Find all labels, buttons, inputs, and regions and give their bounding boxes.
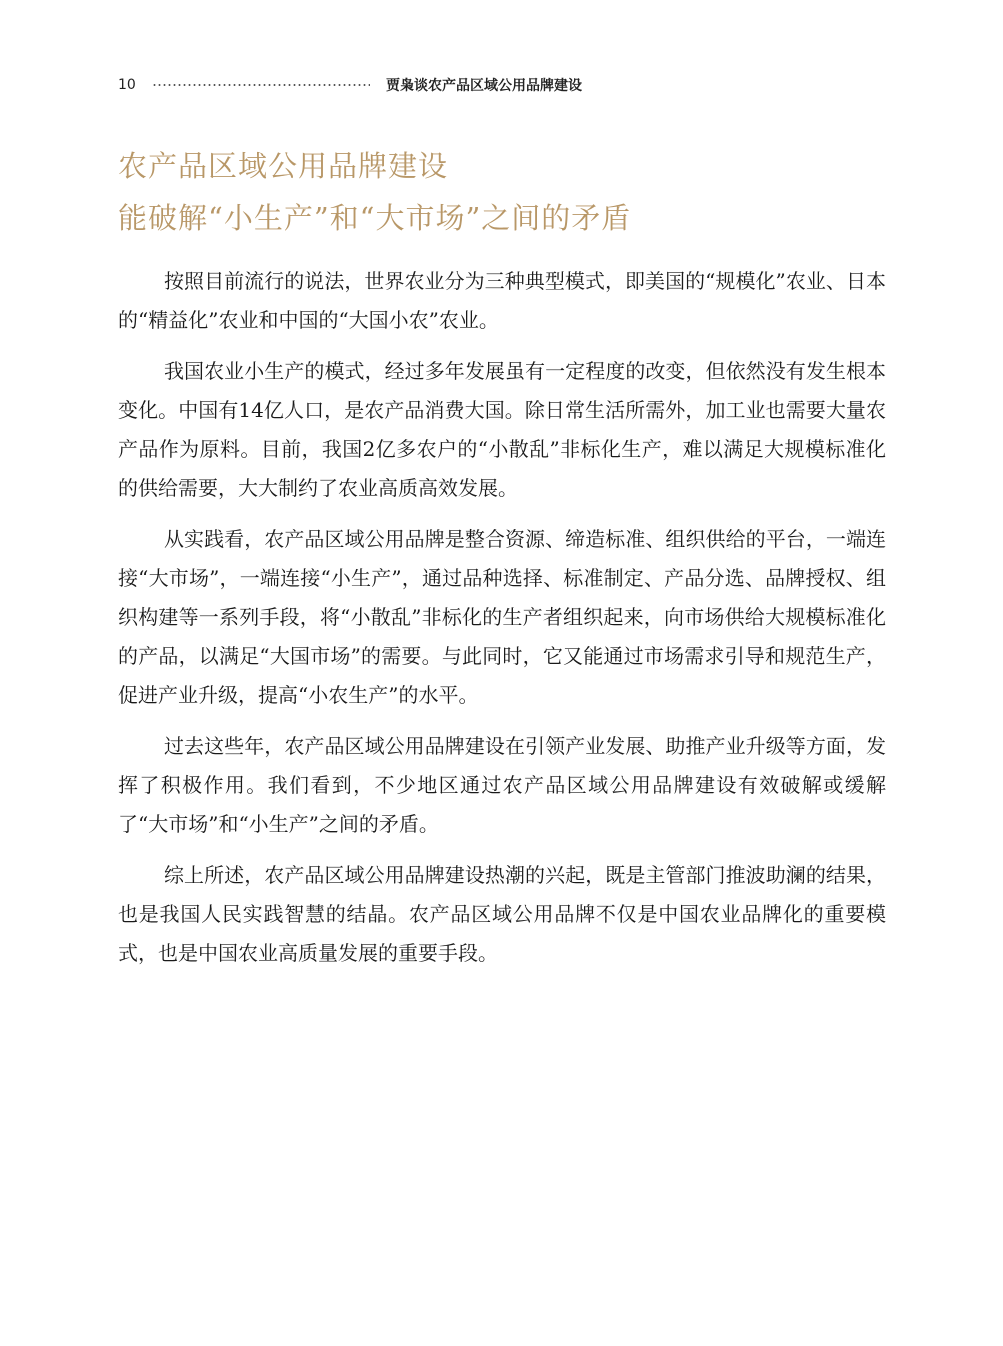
section-heading [118, 140, 898, 244]
dotted-leader [152, 84, 370, 86]
paragraph: 过去这些年，农产品区域公用品牌建设在引领产业发展、助推产业升级等方面，发挥了积极作用。我们看到，不少地区通过农产品区域公用品牌建设有效破解或缓解了“大市场”和“小生产”之间的矛盾。 [118, 734, 886, 836]
running-header [118, 74, 638, 96]
heading-line-1: 农产品区域公用品牌建设 [118, 149, 449, 183]
heading-line-2: 能破解“小生产”和“大市场”之间的矛盾 [118, 201, 632, 235]
paragraph: 综上所述，农产品区域公用品牌建设热潮的兴起，既是主管部门推波助澜的结果，也是我国人民实践智慧的结晶。农产品区域公用品牌不仅是中国农业品牌化的重要模式，也是中国农业高质量发展的重要手段。 [118, 863, 886, 965]
paragraph: 按照目前流行的说法，世界农业分为三种典型模式，即美国的“规模化”农业、日本的“精益化”农业和中国的“大国小农”农业。 [118, 269, 886, 332]
page-number: 10 [118, 77, 136, 93]
paragraph: 从实践看，农产品区域公用品牌是整合资源、缔造标准、组织供给的平台，一端连接“大市场”，一端连接“小生产”，通过品种选择、标准制定、产品分选、品牌授权、组织构建等一系列手段，将“小散乱”非标化的生产者组织起来，向市场供给大规模标准化的产品，以满足“大国市场”的需要。与此同时，它又能通过市场需求引导和规范生产，促进产业升级，提高“小农生产”的水平。 [118, 527, 886, 707]
running-title: 贾枭谈农产品区域公用品牌建设 [386, 78, 582, 94]
body-text [118, 262, 886, 985]
paragraph: 我国农业小生产的模式，经过多年发展虽有一定程度的改变，但依然没有发生根本变化。中国有14亿人口，是农产品消费大国。除日常生活所需外，加工业也需要大量农产品作为原料。目前，我国2亿多农户的“小散乱”非标化生产，难以满足大规模标准化的供给需要，大大制约了农业高质高效发展。 [118, 359, 886, 500]
